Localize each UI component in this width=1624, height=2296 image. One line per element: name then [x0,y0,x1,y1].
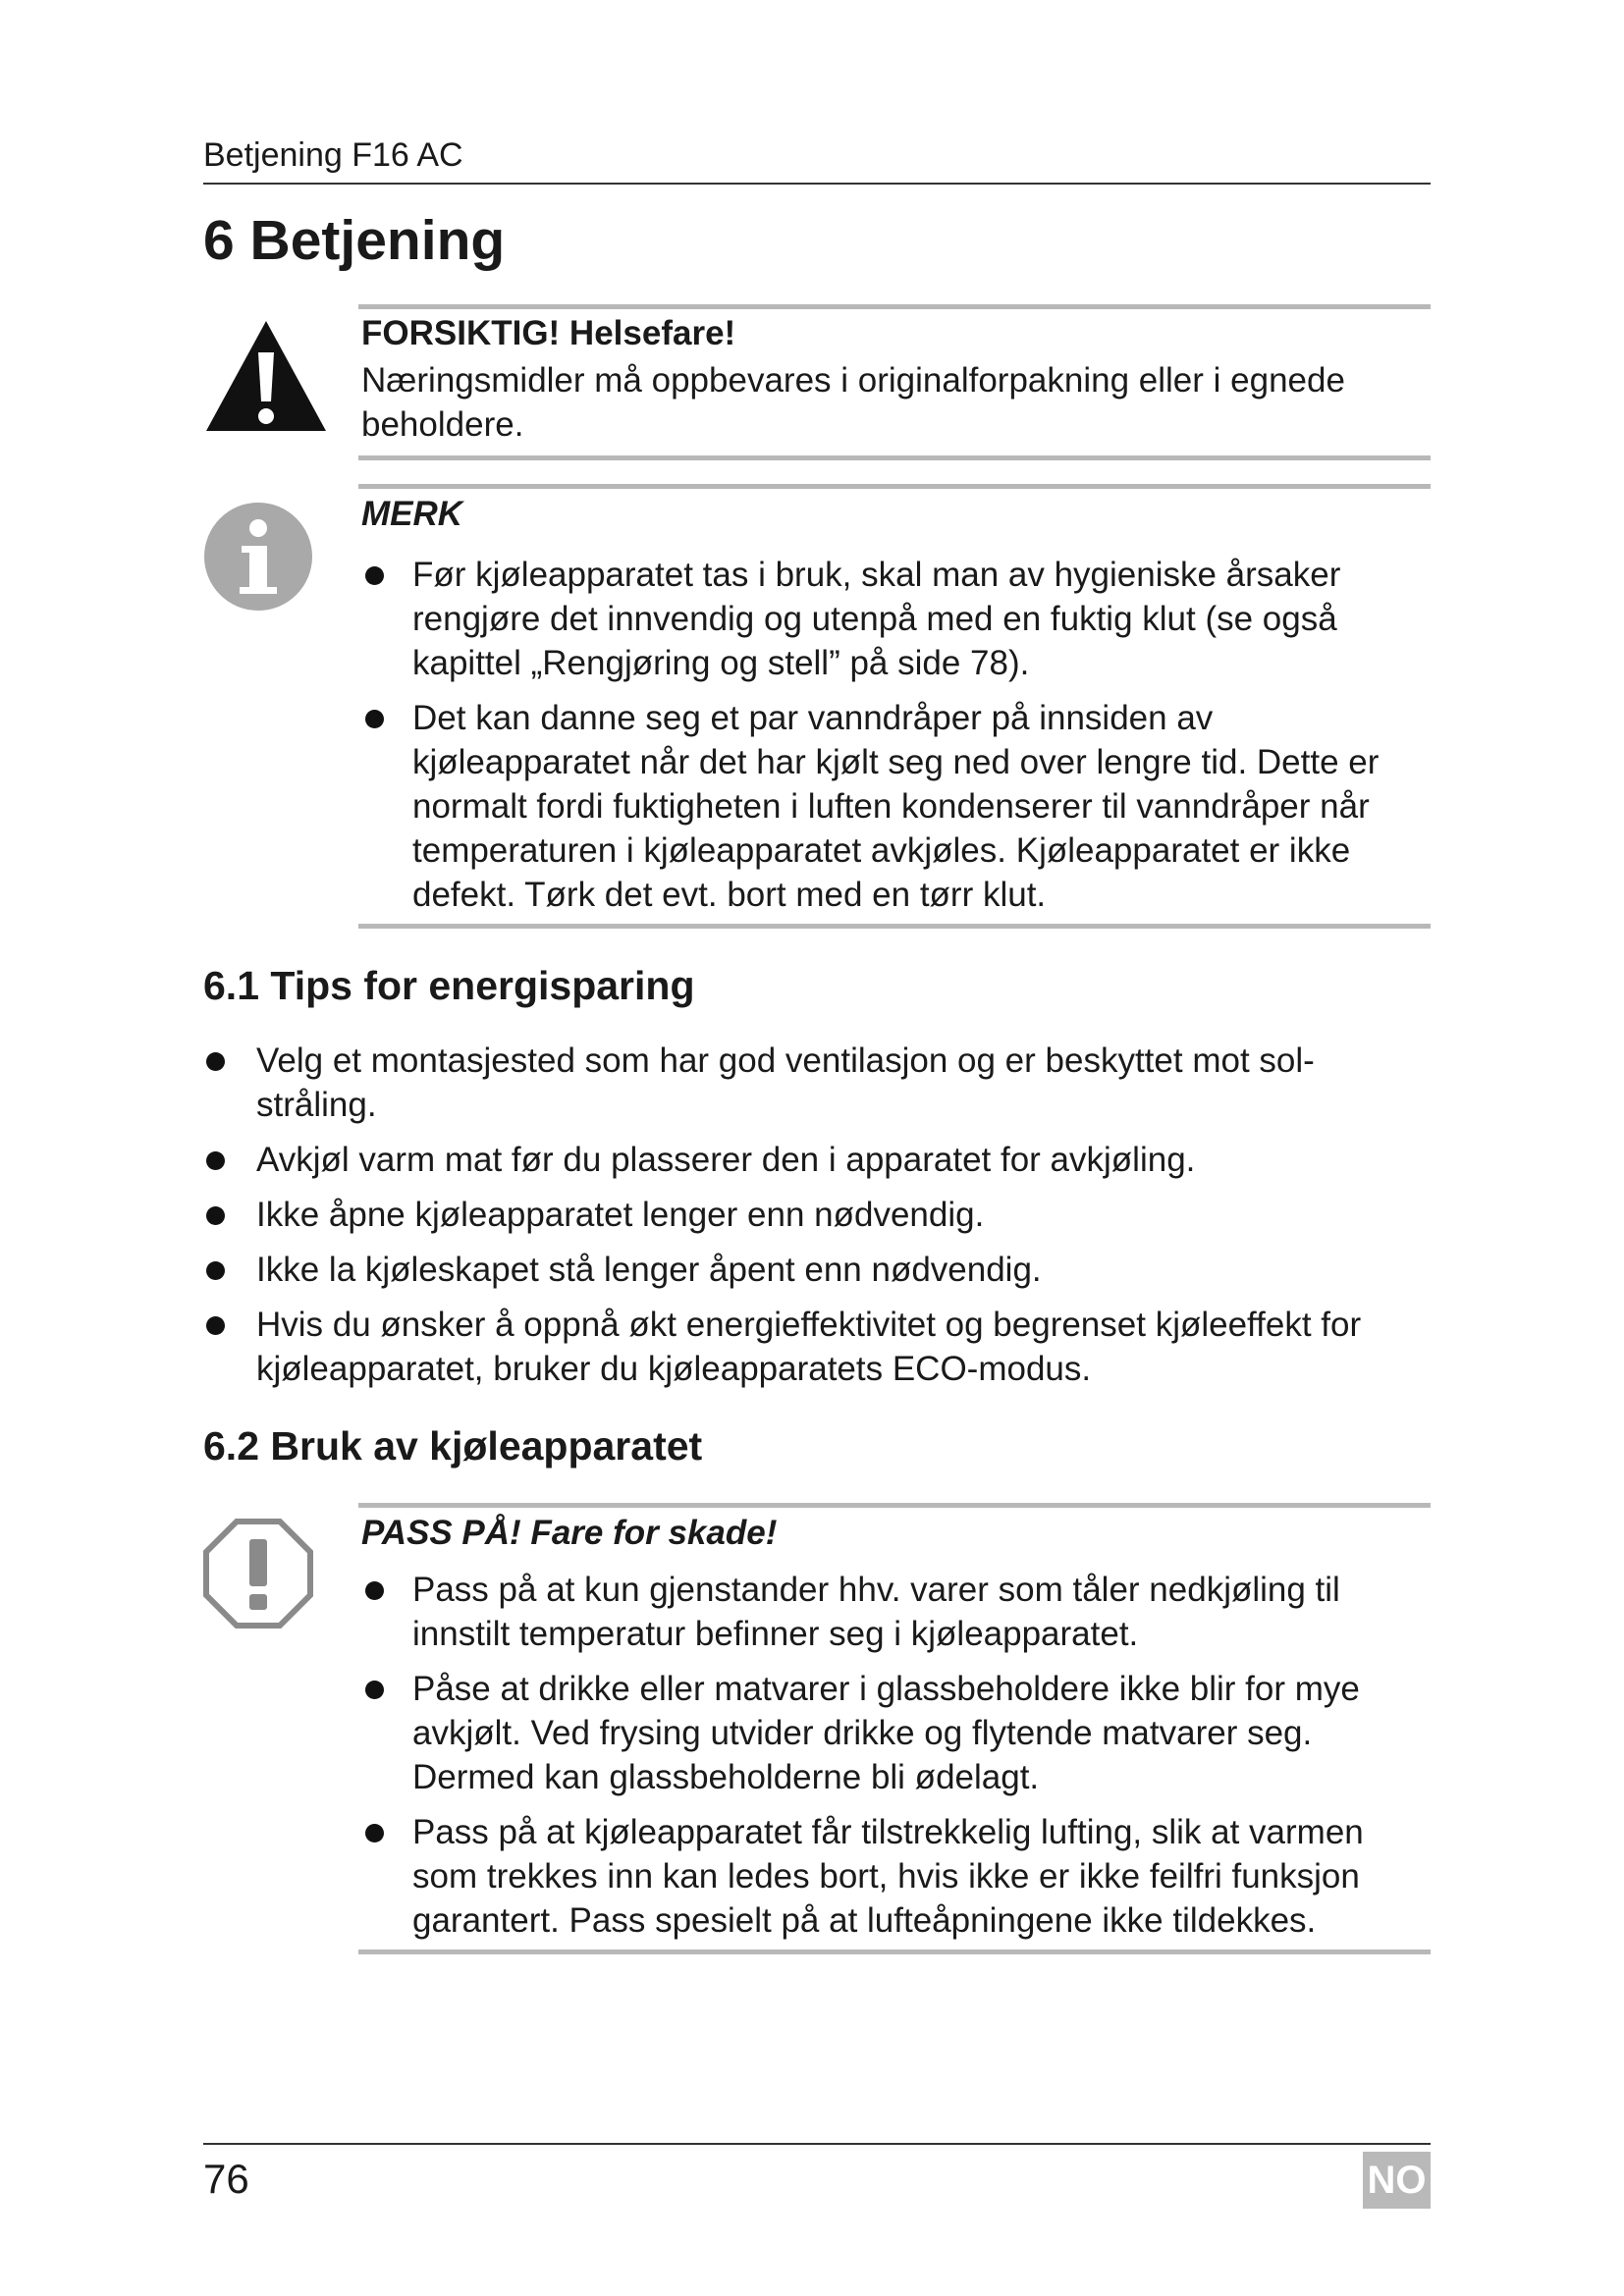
tips-list-item [203,1039,1431,1127]
tips-list-item [203,1138,1431,1182]
note-top-rule [358,484,1431,489]
tips-list [203,1039,1431,1402]
info-icon [202,501,314,613]
attention-list-item [361,1810,1434,1943]
caution-bottom-rule [358,455,1431,460]
attention-bottom-rule [358,1949,1431,1954]
note-item-text: Før kjøleapparatet tas i bruk, skal man av hygieniske årsaker rengjøre det innvendig og utenpå med en fuktig klut (se også kapittel „Rengjøring og stell” på side 78). [412,556,1341,682]
bullet [206,1151,225,1170]
attention-heading: PASS PÅ! Fare for skade! [361,1514,778,1552]
bullet [206,1206,225,1225]
footer-rule [203,2143,1431,2145]
bullet [206,1261,225,1280]
attention-item-text: Pass på at kun gjenstander hhv. varer som tåler nedkjøling til innstilt temperatur befinner seg i kjøleapparatet. [412,1571,1340,1653]
language-badge: NO [1363,2152,1431,2209]
note-list [361,553,1434,928]
bullet [365,1581,384,1600]
bullet [365,1824,384,1842]
bullet [206,1316,225,1335]
warning-triangle-icon [202,317,330,435]
note-list-item [361,553,1434,685]
attention-list [361,1568,1434,1953]
tips-list-item [203,1248,1431,1292]
bullet [365,566,384,585]
note-list-item [361,696,1434,917]
attention-list-item [361,1667,1434,1799]
chapter-title: 6 Betjening [203,209,506,272]
bullet [206,1052,225,1071]
tips-item-text: Hvis du ønsker å oppnå økt energieffektivitet og begrenset kjøleeffekt for kjøleapparatet, bruker du kjøleapparatets ECO-modus. [256,1306,1362,1388]
page-number: 76 [203,2156,249,2202]
tips-item-text: Ikke åpne kjøleapparatet lenger enn nødvendig. [256,1196,985,1234]
bullet [365,1681,384,1699]
tips-item-text: Velg et montasjested som har god ventilasjon og er beskyttet mot sol- stråling. [256,1041,1315,1124]
caution-heading: FORSIKTIG! Helsefare! [361,314,736,352]
tips-list-item [203,1193,1431,1237]
attention-item-text: Påse at drikke eller matvarer i glassbeholdere ikke blir for mye avkjølt. Ved frysing utvider drikke og flytende matvarer seg. Dermed kan glassbeholderne bli ødelagt. [412,1670,1360,1796]
bullet [365,710,384,728]
note-item-text: Det kan danne seg et par vanndråper på innsiden av kjøleapparatet når det har kjølt seg ned over lengre tid. Dette er normalt fordi fuktigheten i luften kondenserer til vanndråper når temperaturen i kjøleapparatet avkjøles. Kjøleapparatet er ikke defekt. Tørk det evt. bort med en tørr klut. [412,699,1380,914]
header-rule [203,183,1431,185]
caution-text: Næringsmidler må oppbevares i originalforpakning eller i egnede beholdere. [361,361,1345,444]
note-heading: MERK [361,495,463,533]
note-bottom-rule [358,924,1431,929]
caution-top-rule [358,304,1431,309]
tips-list-item [203,1303,1431,1391]
attention-octagon-icon [202,1518,314,1629]
running-header: Betjening F16 AC [203,136,463,174]
tips-item-text: Avkjøl varm mat før du plasserer den i apparatet for avkjøling. [256,1141,1196,1179]
tips-item-text: Ikke la kjøleskapet stå lenger åpent enn nødvendig. [256,1251,1042,1289]
attention-list-item [361,1568,1434,1656]
attention-top-rule [358,1503,1431,1508]
attention-item-text: Pass på at kjøleapparatet får tilstrekkelig lufting, slik at varmen som trekkes inn kan ledes bort, hvis ikke er ikke feilfri funksjon garantert. Pass spesielt på at lufteåpningene ikke tildekkes. [412,1813,1364,1940]
section-title-usage: 6.2 Bruk av kjøleapparatet [203,1423,703,1468]
section-title-tips: 6.1 Tips for energisparing [203,963,695,1008]
